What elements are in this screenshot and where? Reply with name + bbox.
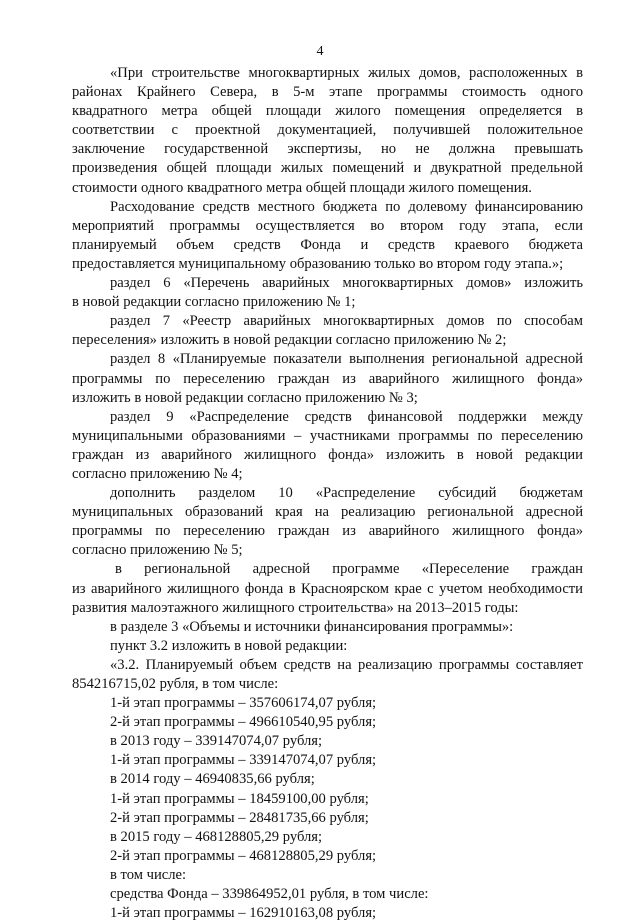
paragraph	[72, 885, 583, 904]
paragraph	[72, 637, 583, 656]
text-line: муниципальными образованиями – участниками программы по переселению	[72, 427, 583, 444]
paragraph	[72, 560, 583, 617]
text-line: переселения» изложить в новой редакции согласно приложению № 2;	[72, 332, 507, 349]
paragraph	[72, 828, 583, 847]
text-line: изложить в новой редакции согласно приложению № 3;	[72, 389, 418, 406]
text-line: раздел 6 «Перечень аварийных многоквартирных домов» изложить	[110, 275, 583, 292]
text-line: раздел 8 «Планируемые показатели выполнения региональной адресной	[110, 351, 583, 368]
text-line: 1-й этап программы – 162910163,08 рубля;	[110, 905, 377, 922]
text-line: дополнить разделом 10 «Распределение субсидий бюджетам	[110, 485, 583, 502]
text-line: муниципальных образований края на реализацию региональной адресной	[72, 504, 583, 521]
text-line: согласно приложению № 4;	[72, 465, 243, 482]
text-line: развития малоэтажного жилищного строительства» на 2013–2015 годы:	[72, 599, 519, 616]
text-line: квадратного метра общей площади жилого помещения определяется в	[72, 103, 583, 120]
text-line: стоимости одного квадратного метра общей площади жилого помещения.	[72, 179, 532, 196]
text-line: согласно приложению № 5;	[72, 542, 243, 559]
text-line: Расходование средств местного бюджета по долевому финансированию	[110, 198, 583, 215]
paragraph	[72, 713, 583, 732]
text-line: раздел 7 «Реестр аварийных многоквартирных домов по способам	[110, 313, 583, 330]
paragraph	[72, 866, 583, 885]
paragraph	[72, 198, 583, 274]
text-line: 1-й этап программы – 339147074,07 рубля;	[110, 752, 377, 769]
text-line: мероприятий программы осуществляется во втором году этапа, если	[72, 217, 583, 234]
text-line: средства Фонда – 339864952,01 рубля, в том числе:	[110, 886, 429, 903]
paragraph	[72, 694, 583, 713]
text-line: программы по переселению граждан из аварийного жилищного фонда»	[72, 523, 583, 540]
text-line: 2-й этап программы – 496610540,95 рубля;	[110, 714, 377, 731]
paragraph	[72, 618, 583, 637]
text-line: произведения общей площади жилых помещений и двукратной предельной	[72, 160, 583, 177]
text-line: районах Крайнего Севера, в 5-м этапе программы стоимость одного	[72, 84, 583, 101]
text-line: «При строительстве многоквартирных жилых домов, расположенных в	[110, 65, 583, 81]
text-line: заключение государственной экспертизы, но не должна превышать	[72, 141, 583, 158]
text-line: в 2014 году – 46940835,66 рубля;	[110, 771, 315, 788]
text-line: в новой редакции согласно приложению № 1;	[72, 294, 356, 311]
paragraph	[72, 408, 583, 484]
paragraph	[72, 751, 583, 770]
text-line: в 2013 году – 339147074,07 рубля;	[110, 733, 323, 750]
text-line: пункт 3.2 изложить в новой редакции:	[110, 637, 348, 654]
text-line: 2-й этап программы – 468128805,29 рубля;	[110, 847, 377, 864]
paragraph	[72, 484, 583, 560]
text-line: из аварийного жилищного фонда в Красноярском крае с учетом необходимости	[72, 580, 583, 597]
text-line: соответствии с проектной документацией, получившей положительное	[72, 122, 583, 139]
text-line: в региональной адресной программе «Переселение граждан	[115, 561, 583, 578]
text-line: 1-й этап программы – 18459100,00 рубля;	[110, 790, 369, 807]
text-line: в том числе:	[110, 866, 187, 883]
text-line: предоставляется муниципальному образованию только во втором году этапа.»;	[72, 255, 564, 272]
document-body	[72, 64, 583, 923]
text-line: «3.2. Планируемый объем средств на реализацию программы составляет	[110, 656, 583, 673]
text-line: планируемый объем средств Фонда и средств краевого бюджета	[72, 236, 583, 253]
paragraph	[72, 790, 583, 809]
page-number: 4	[316, 44, 324, 59]
paragraph	[72, 809, 583, 828]
paragraph	[72, 274, 583, 312]
paragraph	[72, 904, 583, 923]
text-line: программы по переселению граждан из аварийного жилищного фонда»	[72, 370, 583, 387]
text-line: в разделе 3 «Объемы и источники финансирования программы»:	[110, 618, 514, 635]
paragraph	[72, 350, 583, 407]
paragraph	[72, 732, 583, 751]
paragraph	[72, 656, 583, 694]
text-line: раздел 9 «Распределение средств финансовой поддержки между	[110, 408, 583, 425]
text-line: в 2015 году – 468128805,29 рубля;	[110, 828, 323, 845]
paragraph	[72, 770, 583, 789]
text-line: граждан из аварийного жилищного фонда» изложить в новой редакции	[72, 446, 583, 463]
paragraph	[72, 312, 583, 350]
text-line: 854216715,02 рубля, в том числе:	[72, 676, 279, 692]
paragraph	[72, 847, 583, 866]
text-line: 2-й этап программы – 28481735,66 рубля;	[110, 809, 369, 826]
text-line: 1-й этап программы – 357606174,07 рубля;	[110, 695, 377, 712]
paragraph	[72, 64, 583, 198]
